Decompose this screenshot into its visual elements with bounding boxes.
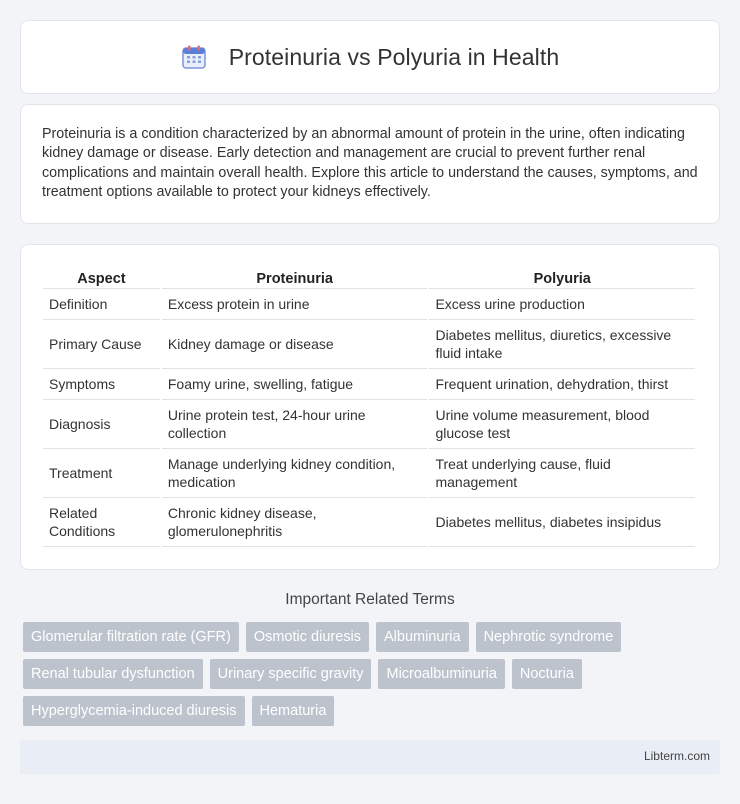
table-cell-polyuria: Excess urine production bbox=[429, 289, 695, 320]
related-term-tag[interactable]: Albuminuria bbox=[376, 622, 469, 652]
column-header-aspect: Aspect bbox=[43, 265, 160, 289]
table-header-row bbox=[43, 265, 695, 289]
table-cell-polyuria: Urine volume measurement, blood glucose test bbox=[429, 400, 695, 449]
table-cell-proteinuria: Excess protein in urine bbox=[162, 289, 428, 320]
related-term-tag[interactable]: Microalbuminuria bbox=[378, 659, 504, 689]
table-row bbox=[43, 498, 695, 547]
footer-site-link[interactable]: Libterm.com bbox=[643, 749, 710, 763]
related-term-tag[interactable]: Hematuria bbox=[252, 696, 335, 726]
table-cell-aspect: Treatment bbox=[43, 449, 160, 498]
table-cell-proteinuria: Urine protein test, 24-hour urine collection bbox=[162, 400, 428, 449]
comparison-table bbox=[41, 265, 697, 547]
related-term-tag[interactable]: Renal tubular dysfunction bbox=[23, 659, 203, 689]
column-header-polyuria: Polyuria bbox=[429, 265, 695, 289]
table-cell-aspect: Symptoms bbox=[43, 369, 160, 400]
table-cell-polyuria: Diabetes mellitus, diuretics, excessive fluid intake bbox=[429, 320, 695, 369]
related-term-tag[interactable]: Nephrotic syndrome bbox=[476, 622, 622, 652]
table-cell-polyuria: Frequent urination, dehydration, thirst bbox=[429, 369, 695, 400]
table-cell-polyuria: Treat underlying cause, fluid management bbox=[429, 449, 695, 498]
table-cell-proteinuria: Kidney damage or disease bbox=[162, 320, 428, 369]
table-row bbox=[43, 320, 695, 369]
table-cell-proteinuria: Manage underlying kidney condition, medication bbox=[162, 449, 428, 498]
intro-text: Proteinuria is a condition characterized by an abnormal amount of protein in the urine, often indicating kidney damage or disease. Early detection and management are crucial to prevent further renal complications and maintain overall health. Explore this article to understand the causes, symptoms, and treatment options available to protect your kidneys effectively. bbox=[42, 126, 698, 200]
related-term-tag[interactable]: Hyperglycemia-induced diuresis bbox=[23, 696, 245, 726]
header-card bbox=[20, 20, 720, 94]
table-cell-aspect: Definition bbox=[43, 289, 160, 320]
page-title: Proteinuria vs Polyuria in Health bbox=[228, 43, 560, 70]
table-cell-aspect: Diagnosis bbox=[43, 400, 160, 449]
table-row bbox=[43, 449, 695, 498]
table-row bbox=[43, 400, 695, 449]
comparison-table-card bbox=[20, 244, 720, 570]
related-term-tag[interactable]: Urinary specific gravity bbox=[210, 659, 372, 689]
table-cell-polyuria: Diabetes mellitus, diabetes insipidus bbox=[429, 498, 695, 547]
related-term-tag[interactable]: Nocturia bbox=[512, 659, 582, 689]
table-cell-aspect: Primary Cause bbox=[43, 320, 160, 369]
related-term-tag[interactable]: Osmotic diuresis bbox=[246, 622, 369, 652]
footer bbox=[20, 740, 720, 774]
column-header-proteinuria: Proteinuria bbox=[162, 265, 428, 289]
related-terms-list bbox=[23, 622, 723, 733]
table-row bbox=[43, 369, 695, 400]
table-cell-aspect: Related Conditions bbox=[43, 498, 160, 547]
table-cell-proteinuria: Chronic kidney disease, glomerulonephritis bbox=[162, 498, 428, 547]
related-term-tag[interactable]: Glomerular filtration rate (GFR) bbox=[23, 622, 239, 652]
intro-card bbox=[20, 104, 720, 224]
table-cell-proteinuria: Foamy urine, swelling, fatigue bbox=[162, 369, 428, 400]
related-terms-title: Important Related Terms bbox=[285, 591, 455, 608]
table-row bbox=[43, 289, 695, 320]
calendar-icon bbox=[181, 44, 207, 70]
